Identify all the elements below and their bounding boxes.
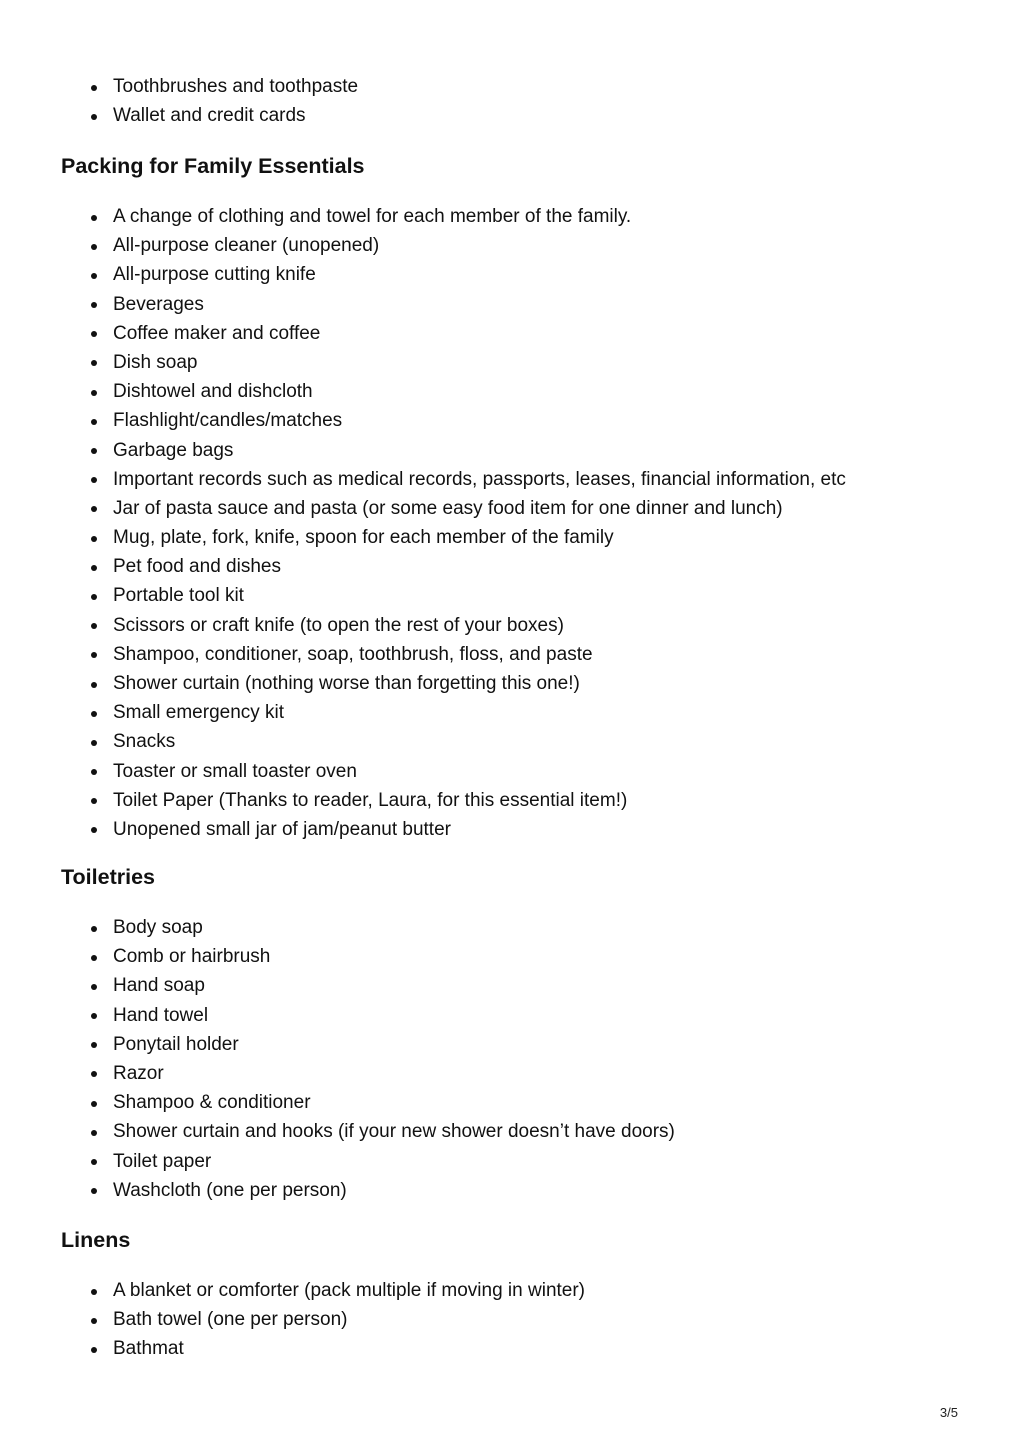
list-item: Important records such as medical records, passports, leases, financial information, etc xyxy=(0,465,846,494)
list-item: Snacks xyxy=(0,727,846,756)
list-item: Bath towel (one per person) xyxy=(0,1305,585,1334)
list-item: Pet food and dishes xyxy=(0,552,846,581)
list-item: Mug, plate, fork, knife, spoon for each member of the family xyxy=(0,523,846,552)
list-item: Dish soap xyxy=(0,348,846,377)
list-item: Hand soap xyxy=(0,971,675,1000)
heading-toiletries: Toiletries xyxy=(61,865,155,889)
heading-family-essentials: Packing for Family Essentials xyxy=(61,154,365,178)
list-item: Comb or hairbrush xyxy=(0,942,675,971)
list-item: Bathmat xyxy=(0,1334,585,1363)
list-item: Coffee maker and coffee xyxy=(0,319,846,348)
list-item: Jar of pasta sauce and pasta (or some easy food item for one dinner and lunch) xyxy=(0,494,846,523)
list-item: Shampoo, conditioner, soap, toothbrush, floss, and paste xyxy=(0,640,846,669)
list-item: Washcloth (one per person) xyxy=(0,1176,675,1205)
page-number: 3/5 xyxy=(939,1405,958,1420)
continued-list xyxy=(0,72,358,130)
list-item: Shower curtain (nothing worse than forgetting this one!) xyxy=(0,669,846,698)
toiletries-list xyxy=(0,913,675,1205)
list-item: Unopened small jar of jam/peanut butter xyxy=(0,815,846,844)
list-item: Wallet and credit cards xyxy=(0,101,358,130)
list-item: All-purpose cleaner (unopened) xyxy=(0,231,846,260)
list-item: Body soap xyxy=(0,913,675,942)
list-item: Beverages xyxy=(0,290,846,319)
list-item: Toilet paper xyxy=(0,1147,675,1176)
list-item: Flashlight/candles/matches xyxy=(0,406,846,435)
list-item: Toilet Paper (Thanks to reader, Laura, for this essential item!) xyxy=(0,786,846,815)
family-essentials-list xyxy=(0,202,846,844)
list-item: Garbage bags xyxy=(0,436,846,465)
list-item: Scissors or craft knife (to open the rest of your boxes) xyxy=(0,611,846,640)
list-item: Portable tool kit xyxy=(0,581,846,610)
list-item: A change of clothing and towel for each member of the family. xyxy=(0,202,846,231)
list-item: Shower curtain and hooks (if your new shower doesn’t have doors) xyxy=(0,1117,675,1146)
list-item: Razor xyxy=(0,1059,675,1088)
list-item: Toothbrushes and toothpaste xyxy=(0,72,358,101)
list-item: Small emergency kit xyxy=(0,698,846,727)
list-item: Toaster or small toaster oven xyxy=(0,757,846,786)
heading-linens: Linens xyxy=(61,1228,131,1252)
list-item: Shampoo & conditioner xyxy=(0,1088,675,1117)
list-item: A blanket or comforter (pack multiple if moving in winter) xyxy=(0,1276,585,1305)
list-item: All-purpose cutting knife xyxy=(0,260,846,289)
list-item: Ponytail holder xyxy=(0,1030,675,1059)
linens-list xyxy=(0,1276,585,1364)
list-item: Hand towel xyxy=(0,1001,675,1030)
list-item: Dishtowel and dishcloth xyxy=(0,377,846,406)
